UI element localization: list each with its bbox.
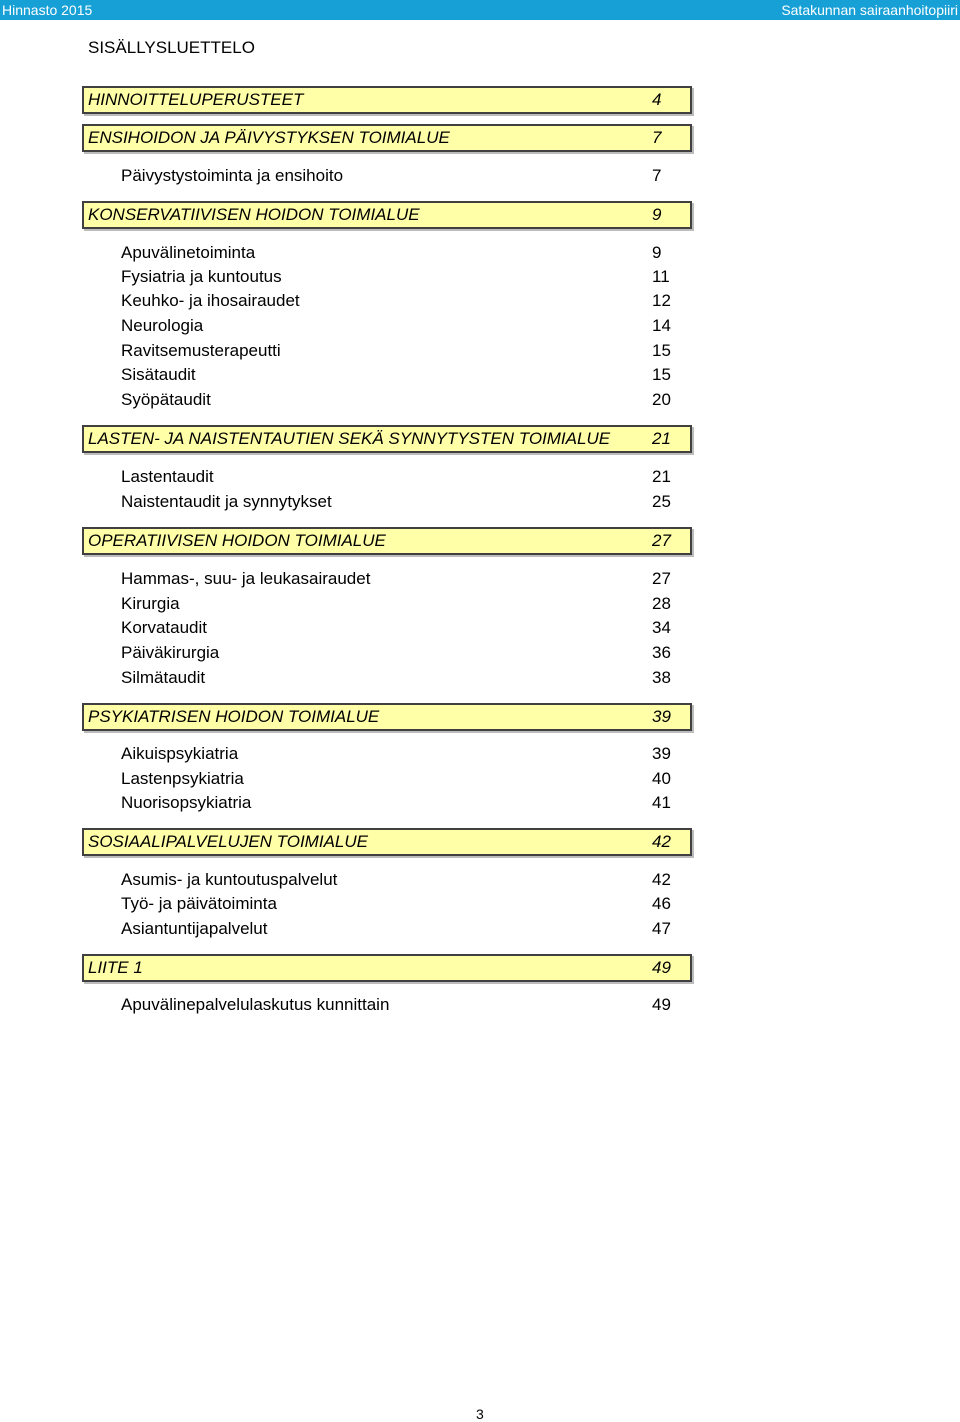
toc-page-number: 49 <box>652 995 671 1014</box>
toc-section-label: LASTEN- JA NAISTENTAUTIEN SEKÄ SYNNYTYSTEN TOIMIALUE <box>88 429 611 448</box>
toc-section[interactable] <box>82 86 692 114</box>
toc-section[interactable] <box>82 703 692 731</box>
toc-item[interactable] <box>121 616 681 640</box>
toc-item-label: Apuvälinepalvelulaskutus kunnittain <box>121 995 390 1014</box>
toc-item[interactable] <box>121 289 681 313</box>
toc-item[interactable] <box>121 490 681 514</box>
toc-item[interactable] <box>121 641 681 665</box>
toc-section-label: LIITE 1 <box>88 958 143 977</box>
toc-section[interactable] <box>82 954 692 982</box>
toc-item[interactable] <box>121 592 681 616</box>
toc-item-label: Korvataudit <box>121 618 207 637</box>
toc-page-number: 21 <box>652 429 671 448</box>
header-left-text: Hinnasto 2015 <box>2 2 93 18</box>
toc-item-label: Naistentaudit ja synnytykset <box>121 492 332 511</box>
toc-page-number: 41 <box>652 793 671 812</box>
toc-page-number: 9 <box>652 205 662 224</box>
toc-page-number: 28 <box>652 594 671 613</box>
toc-section-label: OPERATIIVISEN HOIDON TOIMIALUE <box>88 531 386 550</box>
toc-page-number: 12 <box>652 291 671 310</box>
toc-item[interactable] <box>121 868 681 892</box>
document-header-bar <box>0 0 960 20</box>
toc-item-label: Apuvälinetoiminta <box>121 243 256 262</box>
page-number: 3 <box>476 1406 484 1422</box>
toc-section-label: KONSERVATIIVISEN HOIDON TOIMIALUE <box>88 205 420 224</box>
toc-item-label: Fysiatria ja kuntoutus <box>121 267 282 286</box>
toc-page-number: 49 <box>652 958 671 977</box>
toc-page-number: 11 <box>652 267 670 286</box>
toc-page-number: 14 <box>652 316 671 335</box>
toc-item-label: Neurologia <box>121 316 204 335</box>
toc-item[interactable] <box>121 917 681 941</box>
toc-item[interactable] <box>121 993 681 1017</box>
toc-page-number: 47 <box>652 919 671 938</box>
toc-item[interactable] <box>121 791 681 815</box>
toc-item[interactable] <box>121 742 681 766</box>
toc-item-label: Lastenpsykiatria <box>121 769 244 788</box>
toc-page-number: 38 <box>652 668 671 687</box>
toc-item[interactable] <box>121 314 681 338</box>
toc-section[interactable] <box>82 124 692 152</box>
toc-page-number: 25 <box>652 492 671 511</box>
header-right-text: Satakunnan sairaanhoitopiiri <box>781 2 958 18</box>
toc-item-label: Lastentaudit <box>121 467 214 486</box>
toc-section-label: ENSIHOIDON JA PÄIVYSTYKSEN TOIMIALUE <box>88 128 450 147</box>
toc-item[interactable] <box>121 265 681 289</box>
toc-page-number: 21 <box>652 467 671 486</box>
toc-page-number: 34 <box>652 618 671 637</box>
toc-page-number: 46 <box>652 894 671 913</box>
toc-item-label: Aikuispsykiatria <box>121 744 239 763</box>
toc-item[interactable] <box>121 363 681 387</box>
toc-page-number: 15 <box>652 365 671 384</box>
toc-item-label: Työ- ja päivätoiminta <box>121 894 277 913</box>
toc-page-number: 9 <box>652 243 662 262</box>
toc-item-label: Asumis- ja kuntoutuspalvelut <box>121 870 338 889</box>
toc-section-label: PSYKIATRISEN HOIDON TOIMIALUE <box>88 707 380 726</box>
toc-item[interactable] <box>121 339 681 363</box>
toc-section[interactable] <box>82 527 692 555</box>
toc-item-label: Hammas-, suu- ja leukasairaudet <box>121 569 371 588</box>
toc-item-label: Nuorisopsykiatria <box>121 793 252 812</box>
toc-item-label: Silmätaudit <box>121 668 206 687</box>
toc-item-label: Sisätaudit <box>121 365 196 384</box>
toc-section[interactable] <box>82 828 692 856</box>
toc-item[interactable] <box>121 892 681 916</box>
toc-page-number: 39 <box>652 744 671 763</box>
toc-item[interactable] <box>121 767 681 791</box>
toc-page-number: 7 <box>652 128 662 147</box>
toc-item[interactable] <box>121 465 681 489</box>
toc-item-label: Asiantuntijapalvelut <box>121 919 268 938</box>
toc-page-number: 27 <box>652 569 671 588</box>
toc-item-label: Syöpätaudit <box>121 390 211 409</box>
toc-title: SISÄLLYSLUETTELO <box>88 38 255 57</box>
toc-page-number: 20 <box>652 390 671 409</box>
toc-page-number: 4 <box>652 90 662 109</box>
toc-item-label: Keuhko- ja ihosairaudet <box>121 291 300 310</box>
toc-item-label: Kirurgia <box>121 594 180 613</box>
toc-item-label: Päiväkirurgia <box>121 643 220 662</box>
toc-page-number: 42 <box>652 870 671 889</box>
toc-section[interactable] <box>82 425 692 453</box>
toc-section-label: SOSIAALIPALVELUJEN TOIMIALUE <box>88 832 368 851</box>
toc-item[interactable] <box>121 241 681 265</box>
toc-page-number: 7 <box>652 166 662 185</box>
toc-item[interactable] <box>121 164 681 188</box>
toc-item-label: Ravitsemusterapeutti <box>121 341 281 360</box>
toc-page-number: 39 <box>652 707 671 726</box>
toc-page-number: 36 <box>652 643 671 662</box>
toc-page-number: 27 <box>652 531 671 550</box>
toc-item[interactable] <box>121 666 681 690</box>
toc-item[interactable] <box>121 567 681 591</box>
toc-item[interactable] <box>121 388 681 412</box>
toc-item-label: Päivystystoiminta ja ensihoito <box>121 166 344 185</box>
toc-section[interactable] <box>82 201 692 229</box>
toc-page-number: 40 <box>652 769 671 788</box>
toc-page-number: 15 <box>652 341 671 360</box>
toc-page-number: 42 <box>652 832 671 851</box>
toc-section-label: HINNOITTELUPERUSTEET <box>88 90 304 109</box>
